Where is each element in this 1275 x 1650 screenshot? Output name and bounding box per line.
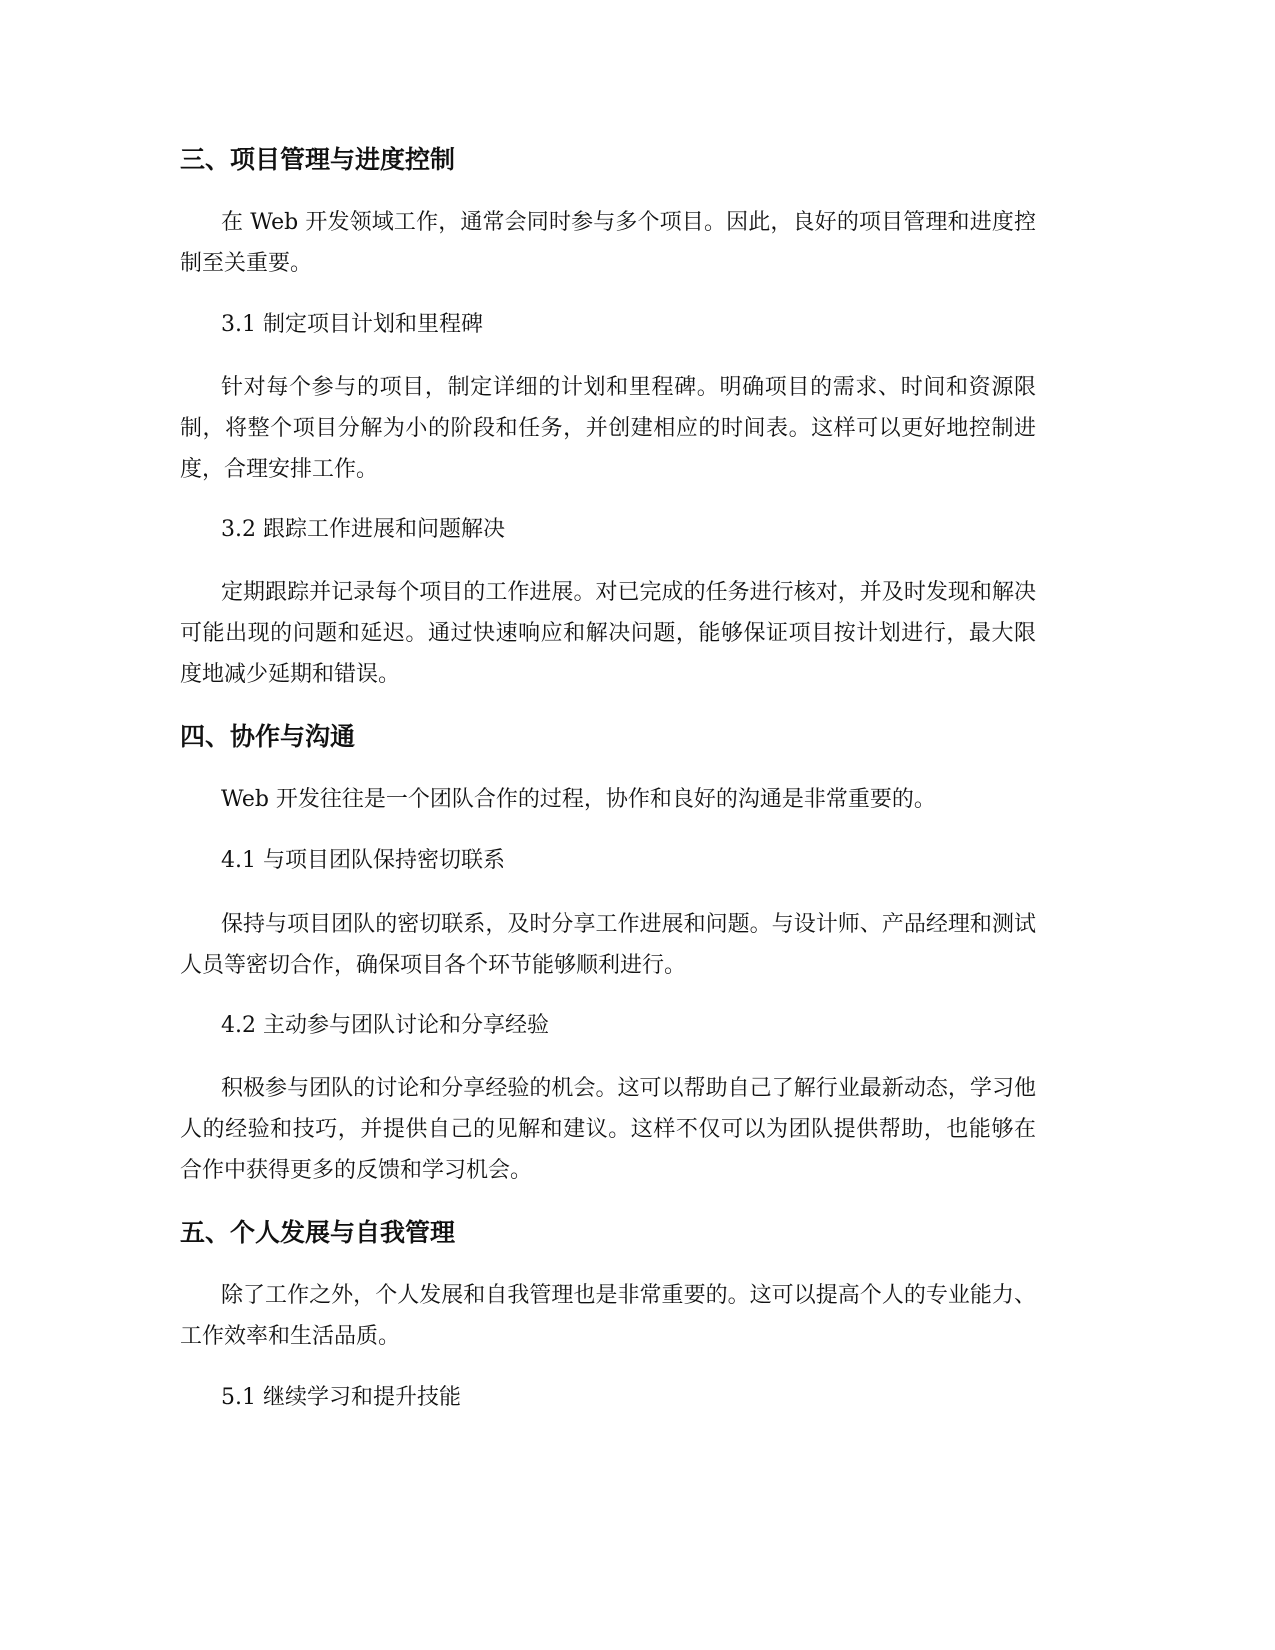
section-heading: 五、个人发展与自我管理 [180, 1218, 456, 1247]
section-heading: 四、协作与沟通 [180, 722, 356, 751]
body-paragraph: 定期跟踪并记录每个项目的工作进展。对已完成的任务进行核对，并及时发现和解决可能出现的问题和延迟。通过快速响应和解决问题，能够保证项目按计划进行，最大限度地减少延期和错误。 [180, 580, 1036, 687]
body-paragraph: 针对每个参与的项目，制定详细的计划和里程碑。明确项目的需求、时间和资源限制，将整个项目分解为小的阶段和任务，并创建相应的时间表。这样可以更好地控制进度，合理安排工作。 [180, 375, 1036, 482]
subsection-title: 5.1 继续学习和提升技能 [221, 1385, 461, 1410]
section-heading: 三、项目管理与进度控制 [180, 145, 456, 174]
section-intro-paragraph: Web 开发往往是一个团队合作的过程，协作和良好的沟通是非常重要的。 [221, 787, 936, 812]
body-paragraph: 保持与项目团队的密切联系，及时分享工作进展和问题。与设计师、产品经理和测试人员等密切合作，确保项目各个环节能够顺利进行。 [180, 912, 1036, 978]
subsection-title: 4.2 主动参与团队讨论和分享经验 [221, 1013, 549, 1038]
body-paragraph: 积极参与团队的讨论和分享经验的机会。这可以帮助自己了解行业最新动态，学习他人的经验和技巧，并提供自己的见解和建议。这样不仅可以为团队提供帮助，也能够在合作中获得更多的反馈和学习机会。 [180, 1076, 1036, 1183]
subsection-title: 3.1 制定项目计划和里程碑 [221, 312, 483, 337]
section-intro-paragraph: 在 Web 开发领域工作，通常会同时参与多个项目。因此，良好的项目管理和进度控制至关重要。 [180, 210, 1036, 276]
subsection-title: 4.1 与项目团队保持密切联系 [221, 848, 505, 873]
subsection-title: 3.2 跟踪工作进展和问题解决 [221, 517, 505, 542]
section-intro-paragraph: 除了工作之外，个人发展和自我管理也是非常重要的。这可以提高个人的专业能力、工作效率和生活品质。 [180, 1283, 1036, 1349]
